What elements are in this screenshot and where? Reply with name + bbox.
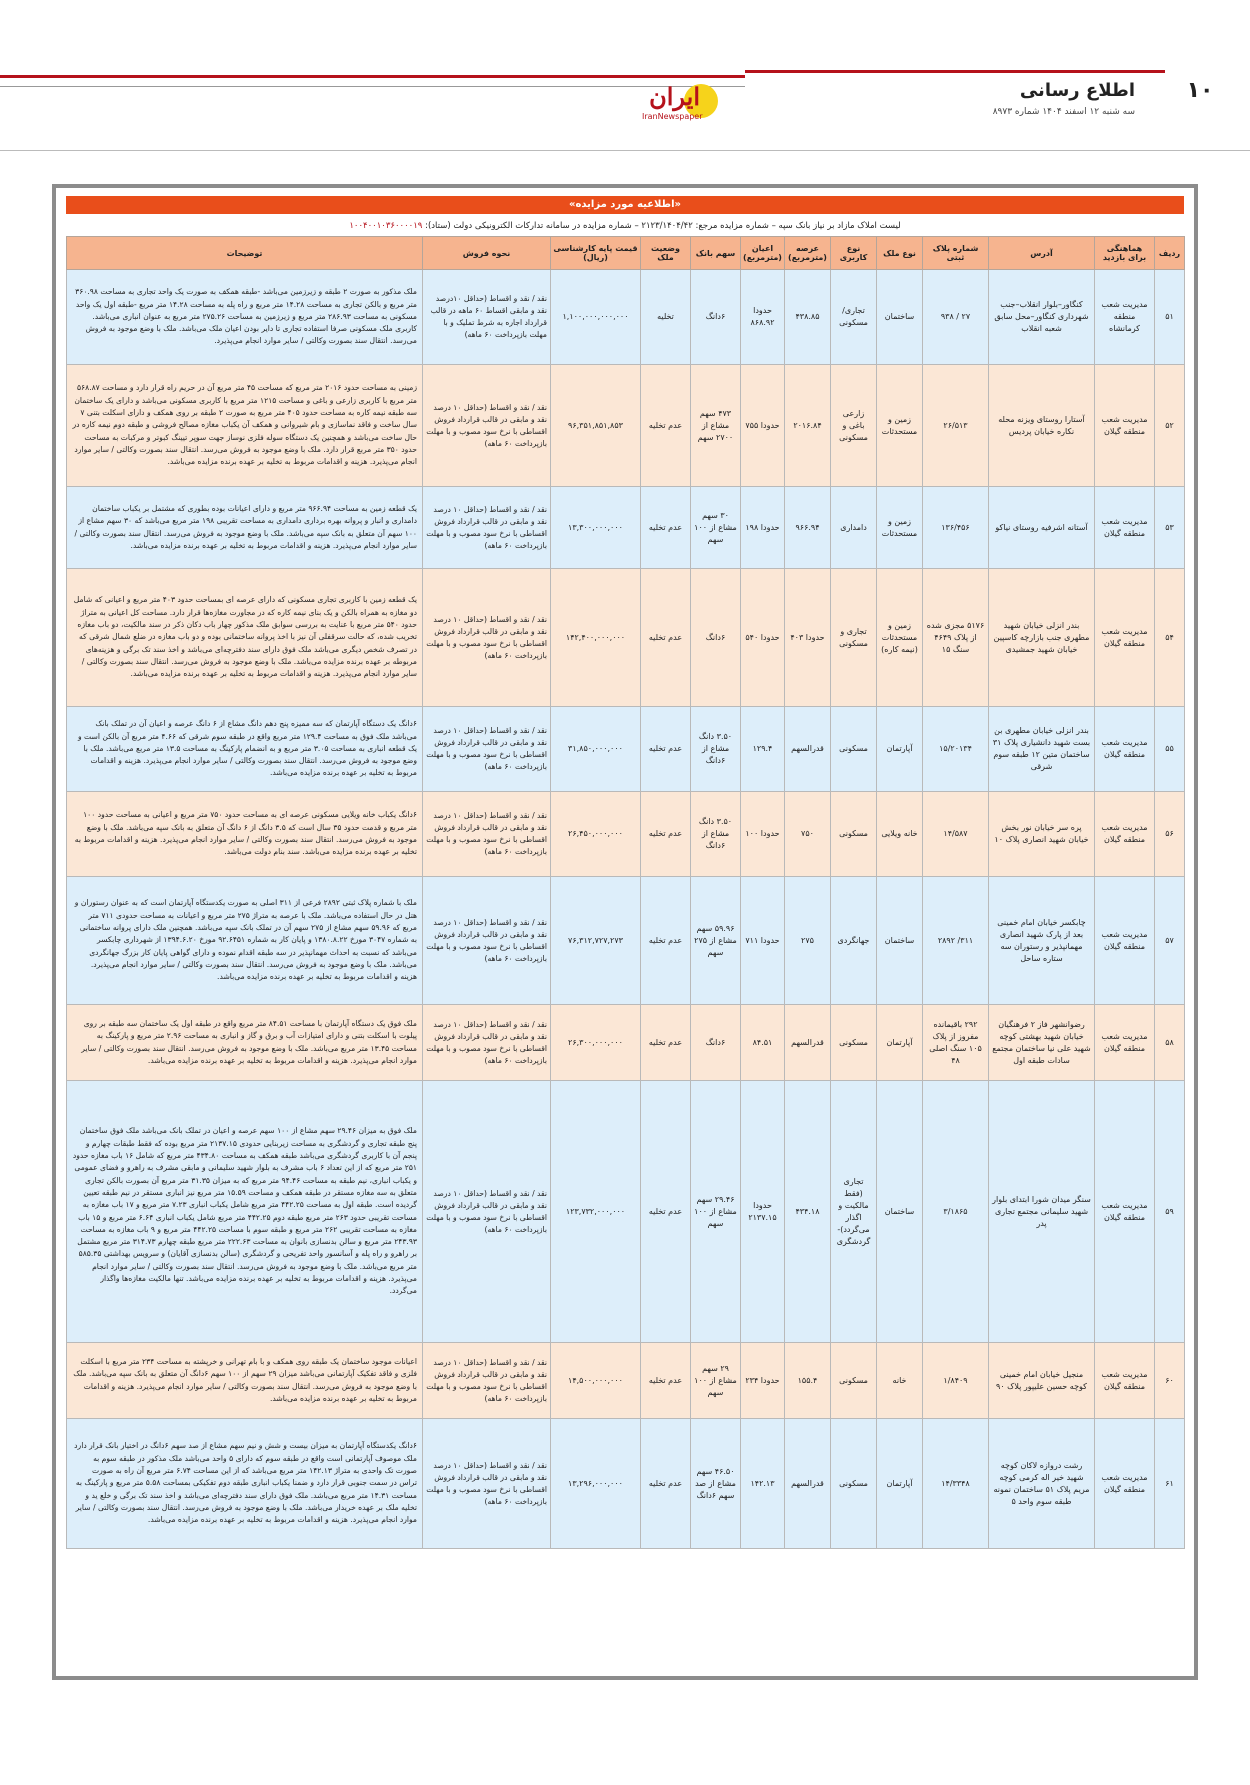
table-row (67, 365, 1185, 487)
cell-sale: نقد / نقد و اقساط (حداقل ۱۰ درصد نقد و مابقی در قالب قرارداد فروش اقساطی با نرخ سود مصوب و با مهلت بازپرداخت ۶۰ ماهه) (423, 569, 551, 707)
cell-land: ۴۳۴.۱۸ (785, 1081, 831, 1343)
cell-row: ۵۳ (1155, 487, 1185, 569)
col-header: هماهنگی برای بازدید (1095, 237, 1155, 270)
cell-status: عدم تخلیه (641, 1419, 691, 1549)
cell-share: ۶دانگ (691, 1005, 741, 1081)
col-header: شماره پلاک ثبتی (923, 237, 989, 270)
col-header: توضیحات (67, 237, 423, 270)
cell-share: ۴۶.۵۰ سهم مشاع از صد سهم ۶دانگ (691, 1419, 741, 1549)
cell-price: ۳۱,۸۵۰,۰۰۰,۰۰۰ (551, 707, 641, 792)
cell-type: ساختمان (877, 270, 923, 365)
cell-contact: مدیریت شعب منطقه گیلان (1095, 1419, 1155, 1549)
cell-desc: ۶دانگ یک دستگاه آپارتمان که سه ممیزه پنج دهم دانگ مشاع از ۶ دانگ عرصه و اعیان آن در تملک بانک می‌باشد ملک فوق به مساحت ۱۲۹.۴ متر مربع واقع در طبقه سوم شرقی که ۴.۶۶ متر مربع آن بالکن است و یک قطعه انباری به مساحت ۳.۰۵ متر مربع و به انضمام پارکینگ به مساحت ۱۳.۵ متر مربع می‌باشد. ملک با وضع موجود به فروش می‌رسد. انتقال سند بصورت وکالتی / سایر موارد انجام می‌پذیرد. هزینه و اقدامات مربوط به تخلیه بر عهده برنده مزایده می‌باشد. (67, 707, 423, 792)
cell-usage: زارعی باغی و مسکونی (831, 365, 877, 487)
cell-sale: نقد / نقد و اقساط (حداقل ۱۰ درصد نقد و مابقی در قالب قرارداد فروش اقساطی با نرخ سود مصوب و با مهلت بازپرداخت ۶۰ ماهه) (423, 877, 551, 1005)
cell-price: ۱۴۲,۴۰۰,۰۰۰,۰۰۰ (551, 569, 641, 707)
header-rule-bottom (0, 150, 1250, 151)
cell-price: ۷۶,۳۱۲,۷۲۷,۲۷۳ (551, 877, 641, 1005)
cell-price: ۱۳,۳۰۰,۰۰۰,۰۰۰ (551, 487, 641, 569)
cell-address: آستارا روستای ویزنه محله نکاره خیابان پردیس (989, 365, 1095, 487)
cell-sale: نقد / نقد و اقساط (حداقل ۱۰ درصد نقد و مابقی در قالب قرارداد فروش اقساطی با نرخ سود مصوب و با مهلت بازپرداخت ۶۰ ماهه) (423, 365, 551, 487)
col-header: نوع ملک (877, 237, 923, 270)
page-header (0, 0, 1250, 150)
cell-usage: مسکونی (831, 792, 877, 877)
cell-address: منجیل خیابان امام خمینی کوچه حسین علیپور پلاک ۹۰ (989, 1343, 1095, 1419)
cell-row: ۵۵ (1155, 707, 1185, 792)
cell-address: رشت دروازه لاکان کوچه شهید خیر اله کرمی کوچه مریم پلاک ۵۱ ساختمان نمونه طبقه سوم واحد ۵ (989, 1419, 1095, 1549)
cell-plaque: ۱/۸۴۰۹ (923, 1343, 989, 1419)
ad-intro-text: لیست املاک مازاد بر نیاز بانک سپه – شماره مزایده مرجع: ۲۱۲۳/۱۴۰۴/۴۲ – شماره مزایده در سامانه تدارکات الکترونیکی دولت (ستاد): (425, 221, 901, 231)
cell-desc: ملک فوق یک دستگاه آپارتمان با مساحت ۸۴.۵۱ متر مربع واقع در طبقه اول یک ساختمان سه طبقه بر روی پیلوت با اسکلت بتنی و دارای امتیازات آب و برق و گاز و انباری به مساحت ۲.۹۶ متر مربع و پارکینگ به مساحت ۱۳.۴۵ متر مربع می‌باشد. ملک با وضع موجود به فروش می‌رسد. انتقال سند بصورت وکالتی / سایر موارد انجام می‌پذیرد. هزینه و اقدامات مربوط به تخلیه بر عهده برنده مزایده می‌باشد. (67, 1005, 423, 1081)
cell-usage: تجاری و مسکونی (831, 569, 877, 707)
cell-price: ۲۶,۳۰۰,۰۰۰,۰۰۰ (551, 1005, 641, 1081)
cell-price: ۱۴,۵۰۰,۰۰۰,۰۰۰ (551, 1343, 641, 1419)
cell-building: حدودا ۱۰۰ (741, 792, 785, 877)
table-row (67, 1419, 1185, 1549)
cell-share: ۶دانگ (691, 569, 741, 707)
cell-price: ۱۳,۲۹۶,۰۰۰,۰۰۰ (551, 1419, 641, 1549)
cell-usage: دامداری (831, 487, 877, 569)
header-rule-red-right (745, 70, 1165, 73)
cell-sale: نقد / نقد و اقساط (حداقل ۱۰ درصد نقد و مابقی در قالب قرارداد فروش اقساطی با نرخ سود مصوب و با مهلت بازپرداخت ۶۰ ماهه) (423, 1081, 551, 1343)
table-row (67, 877, 1185, 1005)
cell-contact: مدیریت شعب منطقه کرمانشاه (1095, 270, 1155, 365)
cell-sale: نقد / نقد و اقساط (حداقل ۱۰ درصد نقد و مابقی در قالب قرارداد فروش اقساطی با نرخ سود مصوب و با مهلت بازپرداخت ۶۰ ماهه) (423, 707, 551, 792)
cell-desc: یک قطعه زمین به مساحت ۹۶۶.۹۴ متر مربع و دارای اعیانات بوده بطوری که مشتمل بر یکباب ساختمان دامداری و انبار و پروانه بهره برداری دامداری به مساحت تقریبی ۱۹۸ متر مربع می‌باشد که ۳۰ سهم مشاع از ۱۰۰ سهم آن متعلق به بانک سپه می‌باشد. ملک با وضع موجود به فروش می‌رسد. انتقال سند بصورت وکالتی / سایر موارد انجام می‌پذیرد. هزینه و اقدامات مربوط به تخلیه بر عهده برنده مزایده می‌باشد. (67, 487, 423, 569)
ad-intro-code: ۱۰۰۴۰۰۱۰۳۶۰۰۰۰۱۹ (349, 221, 423, 231)
cell-building: ۱۲۹.۴ (741, 707, 785, 792)
ad-intro (66, 216, 1184, 236)
logo-text: ایران (649, 82, 700, 111)
cell-desc: ۶دانگ یکدستگاه آپارتمان به میزان بیست و شش و نیم سهم مشاع از صد سهم ۶دانگ در اختیار بانک قرار دارد ملک موصوف آپارتمانی است واقع در طبقه سوم که دارای ۵ واحد می‌باشد ملک مذکور در طبقه سوم به صورت تک واحدی به متراژ ۱۴۲.۱۳ متر مربع می‌باشد که از این مساحت ۶.۷۴ متر مربع آن راه به صورت تراس در سمت جنوبی قرار دارد و ضمنا یکباب انباری طبقه دوم تفکیکی بمساحت ۵.۵۸ متر مربع و پارکینگ به مساحت ۱۴.۳۱ متر مربع می‌باشد. ملک فوق دارای سند دفترچه‌ای می‌باشد و اخذ سند تک برگی و خلع ید و تخلیه ملک بر عهده خریدار می‌باشد. ملک با وضع موجود به فروش می‌رسد. انتقال سند بصورت وکالتی / سایر موارد انجام می‌پذیرد. هزینه و اقدامات مربوط به تخلیه بر عهده برنده مزایده می‌باشد. (67, 1419, 423, 1549)
col-header: وضعیت ملک (641, 237, 691, 270)
cell-desc: ملک مذکور به صورت ۲ طبقه و زیرزمین می‌باشد -طبقه همکف به صورت یک واحد تجاری به مساحت ۳۶۰.۹۸ متر مربع و بالکن تجاری به مساحت ۱۴.۲۸ متر مربع و راه پله به مساحت ۱۴.۲۸ متر مربع -طبقه اول یک واحد مسکونی به مساحت ۲۸۶.۹۳ متر مربع و زیرزمین به مساحت ۲۷۵.۲۶ متر مربع به عنوان انباری می‌باشد. کاربری ملک مسکونی صرفا استفاده تجاری تا دایر بودن اعیان ملک می‌باشد. ملک با وضع موجود به فروش می‌رسد. انتقال سند بصورت وکالتی / سایر موارد انجام می‌پذیرد. (67, 270, 423, 365)
cell-row: ۵۸ (1155, 1005, 1185, 1081)
cell-building: حدودا ۸۶۸.۹۲ (741, 270, 785, 365)
cell-plaque: ۳۱۱/ ۲۸۹۲ (923, 877, 989, 1005)
cell-sale: نقد / نقد و اقساط (حداقل ۱۰ درصد نقد و مابقی در قالب قرارداد فروش اقساطی با نرخ سود مصوب و با مهلت بازپرداخت ۶۰ ماهه) (423, 1419, 551, 1549)
cell-price: ۱۲۳,۷۳۲,۰۰۰,۰۰۰ (551, 1081, 641, 1343)
cell-land: قدرالسهم (785, 707, 831, 792)
cell-sale: نقد / نقد و اقساط (حداقل ۱۰درصد نقد و مابقی اقساط ۶۰ ماهه در قالب قرارداد اجاره به شرط تملیک و با مهلت بازپرداخت ۶۰ ماهه) (423, 270, 551, 365)
cell-contact: مدیریت شعب منطقه گیلان (1095, 877, 1155, 1005)
cell-share: ۶دانگ (691, 270, 741, 365)
col-header: آدرس (989, 237, 1095, 270)
cell-sale: نقد / نقد و اقساط (حداقل ۱۰ درصد نقد و مابقی در قالب قرارداد فروش اقساطی با نرخ سود مصوب و با مهلت بازپرداخت ۶۰ ماهه) (423, 792, 551, 877)
col-header: سهم بانک (691, 237, 741, 270)
cell-plaque: ۱۳۶/۴۵۶ (923, 487, 989, 569)
cell-share: ۳۰ سهم مشاع از ۱۰۰ سهم (691, 487, 741, 569)
header-rule-thin (0, 86, 745, 87)
cell-row: ۵۹ (1155, 1081, 1185, 1343)
cell-plaque: ۵۱۷۶ مجزی شده از پلاک ۴۶۴۹ سنگ ۱۵ (923, 569, 989, 707)
cell-usage: مسکونی (831, 1419, 877, 1549)
newspaper-logo[interactable] (640, 82, 740, 122)
cell-share: ۳.۵۰ دانگ مشاع از ۶دانگ (691, 707, 741, 792)
cell-share: ۳.۵۰ دانگ مشاع از ۶دانگ (691, 792, 741, 877)
cell-desc: یک قطعه زمین با کاربری تجاری مسکونی که دارای عرصه ای بمساحت حدود ۴۰۳ متر مربع و اعیانی که شامل دو مغازه به همراه بالکن و یک بنای نیمه کاره که در مجاورت مغازه‌ها قرار دارد. مساحت کل اعیانی به متراژ حدود ۵۴۰ متر مربع با عنایت به بررسی سوابق ملک مذکور چهار باب دکان ذکر در سند مالکیت، دو باب مغازه تخریب شده، که حالت سرقفلی آن نیز با اخذ پروانه ساختمانی بوده و دو باب مغازه در ضلع شمال شرقی که در تصرف شخص دیگری می‌باشد ملک فوق دارای سند دفترچه‌ای می‌باشد و اخذ سند تک برگی و هزینه‌های مربوطه بر عهده برنده مزایده می‌باشد. ملک با وضع موجود به فروش می‌رسد. انتقال سند بصورت وکالتی / سایر موارد انجام می‌پذیرد. هزینه و اقدامات مربوط به تخلیه بر عهده برنده مزایده می‌باشد. (67, 569, 423, 707)
cell-building: ۱۴۲.۱۳ (741, 1419, 785, 1549)
cell-land: ۲۰۱۶.۸۴ (785, 365, 831, 487)
table-header-row (67, 237, 1185, 270)
col-header: نحوه فروش (423, 237, 551, 270)
cell-contact: مدیریت شعب منطقه گیلان (1095, 365, 1155, 487)
cell-contact: مدیریت شعب منطقه گیلان (1095, 487, 1155, 569)
auction-table (66, 236, 1185, 1549)
cell-status: عدم تخلیه (641, 1005, 691, 1081)
cell-usage: تجاری/مسکونی (831, 270, 877, 365)
cell-address: چابکسر خیابان امام خمینی بعد از پارک شهید انصاری مهمانپذیر و رستوران سه ستاره ساحل (989, 877, 1095, 1005)
cell-building: حدودا ۵۴۰ (741, 569, 785, 707)
cell-type: خانه ویلایی (877, 792, 923, 877)
cell-row: ۶۱ (1155, 1419, 1185, 1549)
cell-contact: مدیریت شعب منطقه گیلان (1095, 1005, 1155, 1081)
cell-status: عدم تخلیه (641, 1081, 691, 1343)
cell-price: ۹۶,۳۵۱,۸۵۱,۸۵۳ (551, 365, 641, 487)
cell-type: زمین و مستحدثات (877, 487, 923, 569)
ad-banner: «اطلاعیه مورد مزایده» (66, 196, 1184, 214)
cell-plaque: ۲۹۲ باقیمانده مفروز از پلاک ۱۰۵ سنگ اصلی ۴۸ (923, 1005, 989, 1081)
page-number: ۱۰ (1186, 78, 1214, 103)
cell-type: آپارتمان (877, 1419, 923, 1549)
cell-type: زمین و مستحدثات (نیمه کاره) (877, 569, 923, 707)
cell-usage: مسکونی (831, 1343, 877, 1419)
cell-type: ساختمان (877, 1081, 923, 1343)
cell-status: عدم تخلیه (641, 1343, 691, 1419)
cell-desc: ۶دانگ یکباب خانه ویلایی مسکونی عرصه ای به مساحت حدود ۷۵۰ متر مربع و اعیانی به مساحت حدود ۱۰۰ متر مربع و قدمت حدود ۳۵ سال است که ۳.۵ دانگ از ۶ دانگ آن متعلق به بانک سپه می‌باشد. ملک با وضع موجود به فروش می‌رسد. انتقال سند بصورت وکالتی / سایر موارد انجام می‌پذیرد. هزینه و اقدامات مربوط به تخلیه بر عهده برنده مزایده می‌باشد. سند بنام دولت می‌باشد. (67, 792, 423, 877)
auction-ad-frame (52, 184, 1198, 1680)
cell-sale: نقد / نقد و اقساط (حداقل ۱۰ درصد نقد و مابقی در قالب قرارداد فروش اقساطی با نرخ سود مصوب و با مهلت بازپرداخت ۶۰ ماهه) (423, 1343, 551, 1419)
cell-land: ۴۳۸.۸۵ (785, 270, 831, 365)
table-row (67, 487, 1185, 569)
cell-usage: مسکونی (831, 1005, 877, 1081)
cell-desc: زمینی به مساحت حدود ۲۰۱۶ متر مربع که مساحت ۴۵ متر مربع آن در حریم راه قرار دارد و مساحت ۵۶۸.۸۷ متر مربع با کاربری زارعی و باغی و مساحت ۱۲۱۵ متر مربع با کاربری مسکونی می‌باشد و دارای یک ساختمان سه طبقه نیمه کاره به مساحت حدود ۴۰۵ متر مربع به صورت ۲ طبقه بر روی همکف و دارای اسکلت بتنی ۷ سال ساخت و فاقد نماسازی و بام شیروانی و همکف آن یکباب مغازه مصالح فروشی و طبقه دوم نیمه کاره در حال ساخت می‌باشد و همچنین یک دستگاه سوله فلزی نوساز جهت سوپر تیینگ کبوتر و مرکبات به مساحت حدود ۳۵۰ متر مربع قرار دارد. ملک با وضع موجود به فروش می‌رسد. انتقال سند بصورت وکالتی / سایر موارد انجام می‌پذیرد. هزینه و اقدامات مربوط به تخلیه بر عهده برنده مزایده می‌باشد. (67, 365, 423, 487)
cell-land: حدودا ۴۰۳ (785, 569, 831, 707)
cell-building: ۸۴.۵۱ (741, 1005, 785, 1081)
table-row (67, 1343, 1185, 1419)
cell-contact: مدیریت شعب منطقه گیلان (1095, 707, 1155, 792)
cell-building: حدودا ۷۵۵ (741, 365, 785, 487)
cell-share: ۲۹ سهم مشاع از ۱۰۰ سهم (691, 1343, 741, 1419)
cell-building: حدودا ۱۹۸ (741, 487, 785, 569)
cell-sale: نقد / نقد و اقساط (حداقل ۱۰ درصد نقد و مابقی در قالب قرارداد فروش اقساطی با نرخ سود مصوب و با مهلت بازپرداخت ۶۰ ماهه) (423, 1005, 551, 1081)
cell-plaque: ۲۷ / ۹۳۸ (923, 270, 989, 365)
cell-address: آستانه اشرفیه روستای نیاکو (989, 487, 1095, 569)
cell-price: ۲۶,۴۵۰,۰۰۰,۰۰۰ (551, 792, 641, 877)
cell-land: قدرالسهم (785, 1419, 831, 1549)
col-header: نوع کاربری (831, 237, 877, 270)
cell-contact: مدیریت شعب منطقه گیلان (1095, 1081, 1155, 1343)
cell-land: ۹۶۶.۹۴ (785, 487, 831, 569)
cell-building: حدودا ۲۱۳۷.۱۵ (741, 1081, 785, 1343)
cell-row: ۵۶ (1155, 792, 1185, 877)
header-rule-red (0, 75, 745, 78)
col-header: قیمت پایه کارشناسی (ریال) (551, 237, 641, 270)
cell-desc: ملک با شماره پلاک ثبتی ۲۸۹۲ فرعی از ۳۱۱ اصلی به صورت یکدستگاه آپارتمان است که به عنوان رستوران و هتل در حال استفاده می‌باشد. ملک با عرصه به متراژ ۲۷۵ متر مربع و اعیانات به مساحت حدودی ۷۱۱ متر مربع که ۵۹.۹۶ سهم مشاع از ۲۷۵ سهم آن در تملک بانک سپه می‌باشد. همچنین ملک دارای پروانه ساختمانی به شماره ۳۰۴۷ مورخ ۱۳۸۰.۸.۲۲ و پایان کار به شماره ۹۲.۶۴۵۱ مورخ ۱۳۹۴.۶.۲۰ از شهرداری چابکسر می‌باشد که نسبت به احداث مهمانپذیر در سه طبقه اقدام نموده و دارای گواهی پایان کار بزرگ جهانگردی می‌باشد. ملک با وضع موجود به فروش می‌رسد. انتقال سند بصورت وکالتی / سایر موارد انجام می‌پذیرد. هزینه و اقدامات مربوط به تخلیه بر عهده برنده مزایده می‌باشد. (67, 877, 423, 1005)
section-title: اطلاع رسانی (1019, 80, 1135, 101)
cell-land: ۲۷۵ (785, 877, 831, 1005)
cell-address: بندر انزلی خیابان مطهری بن بست شهید دانشیاری پلاک ۳۱ ساختمان متین ۱۲ طبقه سوم شرقی (989, 707, 1095, 792)
cell-contact: مدیریت شعب منطقه گیلان (1095, 792, 1155, 877)
cell-type: زمین و مستحدثات (877, 365, 923, 487)
cell-land: ۷۵۰ (785, 792, 831, 877)
cell-status: تخلیه (641, 270, 691, 365)
cell-usage: مسکونی (831, 707, 877, 792)
col-header: عرصه (مترمربع) (785, 237, 831, 270)
col-header: اعیان (مترمربع) (741, 237, 785, 270)
cell-type: آپارتمان (877, 707, 923, 792)
cell-type: آپارتمان (877, 1005, 923, 1081)
cell-share: ۴۷۳ سهم مشاع از ۲۷۰۰ سهم (691, 365, 741, 487)
cell-plaque: ۱۵/۲۰۱۳۴ (923, 707, 989, 792)
cell-building: حدودا ۷۱۱ (741, 877, 785, 1005)
cell-row: ۵۱ (1155, 270, 1185, 365)
cell-type: خانه (877, 1343, 923, 1419)
cell-price: ۱,۱۰۰,۰۰۰,۰۰۰,۰۰۰ (551, 270, 641, 365)
cell-row: ۵۴ (1155, 569, 1185, 707)
cell-status: عدم تخلیه (641, 792, 691, 877)
cell-plaque: ۳/۱۸۶۵ (923, 1081, 989, 1343)
cell-building: حدودا ۲۳۴ (741, 1343, 785, 1419)
cell-address: سنگر میدان شورا ابتدای بلوار شهید سلیمانی مجتمع تجاری پدر (989, 1081, 1095, 1343)
cell-contact: مدیریت شعب منطقه گیلان (1095, 1343, 1155, 1419)
cell-desc: ملک فوق به میزان ۲۹.۴۶ سهم مشاع از ۱۰۰ سهم عرصه و اعیان در تملک بانک می‌باشد ملک فوق ساختمان پنج طبقه تجاری و گردشگری به مساحت زیربنایی حدودی ۲۱۳۷.۱۵ متر مربع بوده که فقط طبقات چهارم و پنجم آن با کاربری گردشگری می‌باشد طبقه همکف به مساحت ۴۳۴.۸۰ متر مربع که شامل ۱۶ باب مغازه حدود ۲۵۱ متر مربع که از این تعداد ۶ باب مشرف به بلوار شهید سلیمانی و مابقی مشرف به راهرو و فضای عمومی و یکباب انباری، نیم طبقه به مساحت ۹۴.۴۶ متر مربع که به میزان ۳۱.۳۵ متر مربع آن بصورت بالکن تجاری متعلق به سه مغازه مستقر در طبقه همکف و مساحت ۱۵.۵۹ متر مربع نیز انباری مستقر در نیم طبقه تعیین گردیده است. طبقه اول به مساحت ۴۴۲.۲۵ متر مربع شامل یکباب انباری ۷.۲۳ متر مربع و ۱۷ باب مغازه به مساحت تقریبی حدود ۲۶۳ متر مربع طبقه دوم ۴۴۲.۲۵ متر مربع شامل یکباب انباری ۶.۶۴ متر مربع و ۱۵ باب مغازه به مساحت تقریبی ۲۶۲ متر مربع و طبقه سوم با مساحت ۴۴۲.۲۵ متر مربع و ۹ باب مغازه به مساحت ۲۴۳.۹۳ متر مربع و سالن بدنسازی بانوان به مساحت ۲۲۲.۶۳ متر مربع طبقه چهارم ۳۱۴.۷۳ متر مربع مشتمل بر راهرو و راه پله و آسانسور واحد تفریحی و گردشگری (سالن بدنسازی آقایان) و سرویس بهداشتی ۵۸۵.۳۵ متر مربع می‌باشد. ملک با وضع موجود به فروش می‌رسد. انتقال سند بصورت وکالتی / سایر موارد انجام می‌پذیرد. هزینه و اقدامات مربوط به تخلیه بر عهده برنده مزایده می‌باشد. تنها مالکیت مغازه‌ها واگذار می‌گردد. (67, 1081, 423, 1343)
cell-usage: جهانگردی (831, 877, 877, 1005)
cell-usage: تجاری (فقط مالکیت و اگذار می‌گردد)- گردشگری (831, 1081, 877, 1343)
cell-row: ۵۲ (1155, 365, 1185, 487)
table-row (67, 270, 1185, 365)
cell-address: کنگاور–بلوار انقلاب–جنب شهرداری کنگاور–محل سابق شعبه انقلاب (989, 270, 1095, 365)
cell-status: عدم تخلیه (641, 877, 691, 1005)
cell-desc: اعیانات موجود ساختمان یک طبقه روی همکف و با بام تهرانی و خرپشته به مساحت ۲۳۴ متر مربع با اسکلت فلزی و فاقد تفکیک آپارتمانی می‌باشد میزان ۲۹ سهم از ۱۰۰ سهم ۶دانگ آن متعلق به بانک سپه می‌باشد. ملک با وضع موجود به فروش می‌رسد. انتقال سند بصورت وکالتی / سایر موارد انجام می‌پذیرد. هزینه و اقدامات مربوط به تخلیه بر عهده برنده مزایده می‌باشد. (67, 1343, 423, 1419)
cell-sale: نقد / نقد و اقساط (حداقل ۱۰ درصد نقد و مابقی در قالب قرارداد فروش اقساطی با نرخ سود مصوب و با مهلت بازپرداخت ۶۰ ماهه) (423, 487, 551, 569)
cell-row: ۵۷ (1155, 877, 1185, 1005)
cell-row: ۶۰ (1155, 1343, 1185, 1419)
cell-land: ۱۵۵.۴ (785, 1343, 831, 1419)
table-row (67, 707, 1185, 792)
cell-status: عدم تخلیه (641, 365, 691, 487)
cell-address: بندر انزلی خیابان شهید مطهری جنب بازارچه کاسپین خیابان شهید جمشیدی (989, 569, 1095, 707)
cell-share: ۲۹.۴۶ سهم مشاع از ۱۰۰ سهم (691, 1081, 741, 1343)
col-header: ردیف (1155, 237, 1185, 270)
logo-subtext: IranNewspaper (642, 112, 703, 121)
cell-type: ساختمان (877, 877, 923, 1005)
cell-land: قدرالسهم (785, 1005, 831, 1081)
cell-plaque: ۱۴/۵۸۷ (923, 792, 989, 877)
issue-date: سه شنبه ۱۲ اسفند ۱۴۰۴ شماره ۸۹۷۳ (992, 107, 1135, 117)
table-row (67, 792, 1185, 877)
cell-status: عدم تخلیه (641, 707, 691, 792)
cell-status: عدم تخلیه (641, 569, 691, 707)
cell-status: عدم تخلیه (641, 487, 691, 569)
cell-plaque: ۲۶/۵۱۳ (923, 365, 989, 487)
cell-contact: مدیریت شعب منطقه گیلان (1095, 569, 1155, 707)
table-row (67, 1081, 1185, 1343)
cell-address: رضوانشهر فاز ۲ فرهنگیان خیابان شهید بهشتی کوچه شهید علی نیا ساختمان مجتمع سادات طبقه اول (989, 1005, 1095, 1081)
cell-address: پره سر خیابان نور بخش خیابان شهید انصاری پلاک ۱۰ (989, 792, 1095, 877)
table-row (67, 569, 1185, 707)
cell-plaque: ۱۴/۳۳۴۸ (923, 1419, 989, 1549)
cell-share: ۵۹.۹۶ سهم مشاع از ۲۷۵ سهم (691, 877, 741, 1005)
table-row (67, 1005, 1185, 1081)
